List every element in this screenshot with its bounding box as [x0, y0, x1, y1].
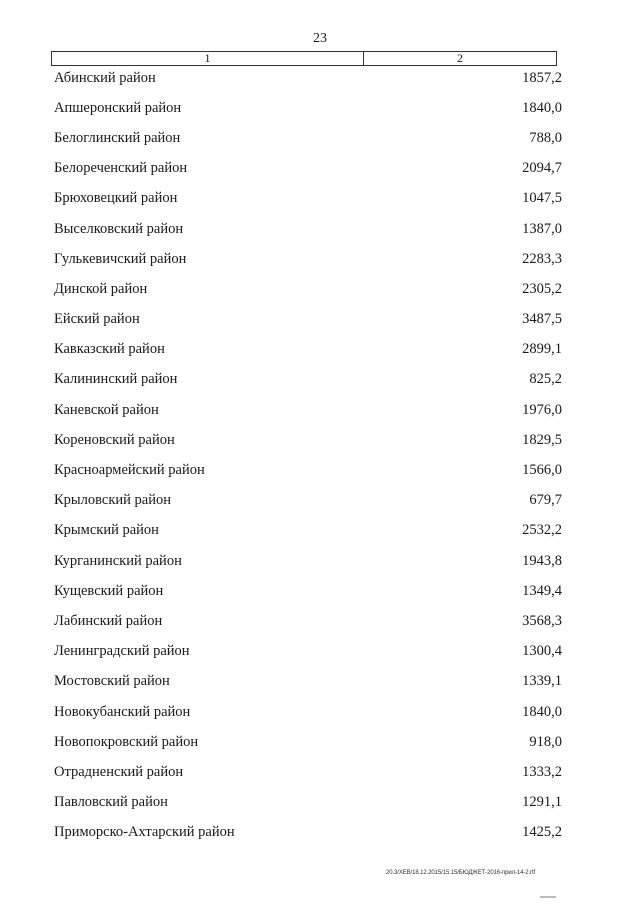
district-name: Кущевский район [54, 582, 164, 599]
district-name: Ейский район [54, 311, 140, 328]
district-name: Новокубанский район [54, 703, 191, 720]
district-table [51, 63, 562, 848]
district-value: 1333,2 [522, 763, 562, 780]
table-row [51, 667, 562, 697]
table-row [51, 727, 562, 757]
table-row [51, 63, 562, 93]
table-row [51, 637, 562, 667]
district-name: Абинский район [54, 69, 156, 86]
district-name: Крыловский район [54, 492, 171, 509]
district-value: 825,2 [529, 371, 562, 388]
table-row [51, 606, 562, 636]
district-value: 1339,1 [522, 673, 562, 690]
district-name: Приморско-Ахтарский район [54, 824, 235, 841]
table-row [51, 305, 562, 335]
district-value: 2305,2 [522, 280, 562, 297]
table-row [51, 335, 562, 365]
district-name: Красноармейский район [54, 462, 205, 479]
district-value: 1387,0 [522, 220, 562, 237]
table-row [51, 123, 562, 153]
district-name: Брюховецкий район [54, 190, 178, 207]
district-name: Отрадненский район [54, 763, 184, 780]
district-value: 1047,5 [522, 190, 562, 207]
district-value: 1300,4 [522, 643, 562, 660]
district-name: Гулькевичский район [54, 250, 187, 267]
district-value: 3487,5 [522, 311, 562, 328]
table-row [51, 274, 562, 304]
footer-mark [540, 896, 556, 898]
file-footer-note: 20.3/ХЕВ/18.12.2015/15:15/БЮДЖЕТ-2016-прил-14-2.rtf [386, 870, 536, 876]
table-row [51, 576, 562, 606]
district-value: 2532,2 [522, 522, 562, 539]
district-value: 1566,0 [522, 462, 562, 479]
district-value: 1976,0 [522, 401, 562, 418]
district-name: Кавказский район [54, 341, 165, 358]
district-value: 1425,2 [522, 824, 562, 841]
column-1-header: 1 [52, 52, 364, 65]
district-value: 1349,4 [522, 582, 562, 599]
table-row [51, 214, 562, 244]
district-value: 1857,2 [522, 69, 562, 86]
table-row [51, 425, 562, 455]
table-row [51, 546, 562, 576]
district-value: 2094,7 [522, 160, 562, 177]
table-row [51, 184, 562, 214]
district-name: Каневской район [54, 401, 159, 418]
district-value: 1840,0 [522, 99, 562, 116]
table-row [51, 395, 562, 425]
table-row [51, 788, 562, 818]
district-name: Белоглинский район [54, 129, 181, 146]
table-row [51, 455, 562, 485]
district-name: Калининский район [54, 371, 178, 388]
table-row [51, 818, 562, 848]
table-row [51, 486, 562, 516]
district-value: 788,0 [529, 129, 562, 146]
district-name: Белореченский район [54, 160, 188, 177]
table-row [51, 697, 562, 727]
district-name: Динской район [54, 280, 148, 297]
district-value: 1840,0 [522, 703, 562, 720]
district-name: Кореновский район [54, 431, 175, 448]
table-row [51, 93, 562, 123]
district-value: 2283,3 [522, 250, 562, 267]
district-name: Мостовский район [54, 673, 170, 690]
district-value: 918,0 [529, 733, 562, 750]
page-number: 23 [313, 31, 327, 46]
district-name: Лабинский район [54, 612, 163, 629]
table-row [51, 154, 562, 184]
district-name: Крымский район [54, 522, 159, 539]
table-row [51, 365, 562, 395]
district-name: Выселковский район [54, 220, 184, 237]
district-value: 1943,8 [522, 552, 562, 569]
district-value: 1291,1 [522, 794, 562, 811]
column-2-header: 2 [457, 51, 463, 65]
district-name: Новопокровский район [54, 733, 199, 750]
district-name: Курганинский район [54, 552, 182, 569]
district-value: 1829,5 [522, 431, 562, 448]
district-value: 3568,3 [522, 612, 562, 629]
district-value: 2899,1 [522, 341, 562, 358]
district-name: Павловский район [54, 794, 168, 811]
district-name: Ленинградский район [54, 643, 190, 660]
district-name: Апшеронский район [54, 99, 182, 116]
table-row [51, 244, 562, 274]
table-row [51, 516, 562, 546]
table-row [51, 757, 562, 787]
district-value: 679,7 [529, 492, 562, 509]
